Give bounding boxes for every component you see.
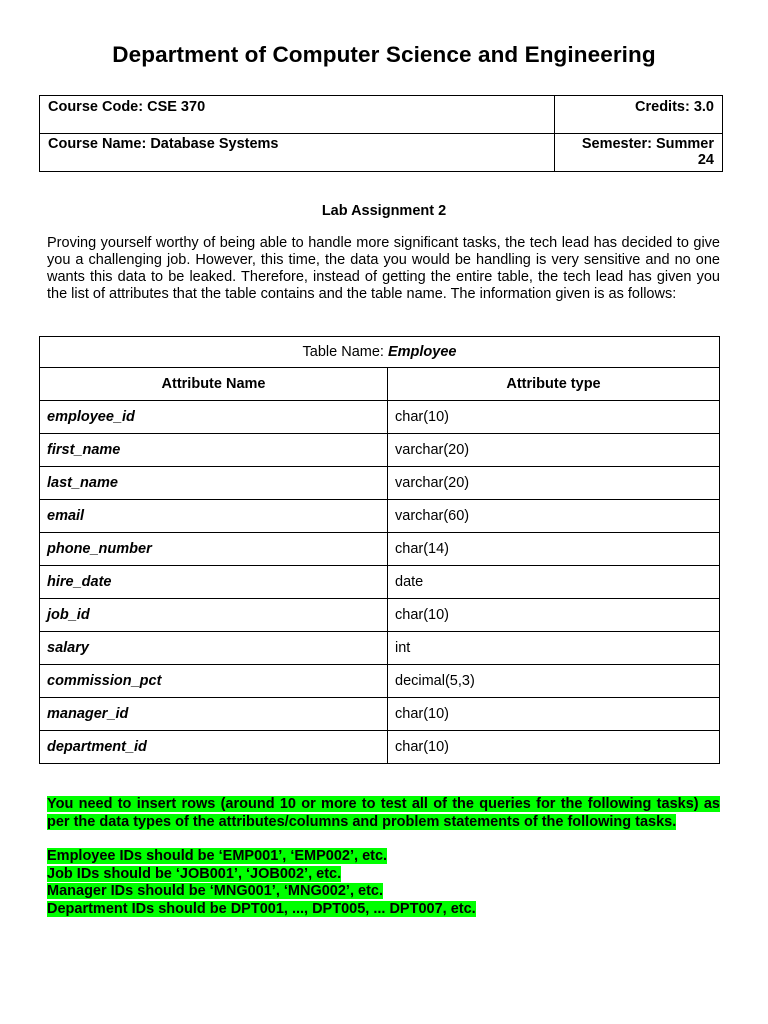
lab-title: Lab Assignment 2 (321, 203, 447, 219)
attribute-name: hire_date (40, 566, 388, 599)
attribute-name: department_id (40, 731, 388, 764)
course-code: Course Code: CSE 370 (40, 96, 555, 134)
table-name-cell (40, 337, 720, 368)
table-row (40, 731, 720, 764)
attribute-type: char(10) (388, 698, 720, 731)
attribute-name: salary (40, 632, 388, 665)
id-format-line (47, 866, 720, 884)
table-row (40, 533, 720, 566)
table-row (40, 632, 720, 665)
attribute-name: commission_pct (40, 665, 388, 698)
table-header-row (40, 368, 720, 401)
id-format-line (47, 848, 720, 866)
intro-paragraph: Proving yourself worthy of being able to handle more significant tasks, the tech lead has decided to give you a challenging job. However, this time, the data you would be handling is very sensitive and no one wants this data to be leaked. Therefore, instead of getting the entire table, the tech lead has given you the list of attributes that the table contains and the table name. The information given is as follows: (47, 235, 720, 302)
column-header-type: Attribute type (388, 368, 720, 401)
course-info-table (39, 95, 723, 172)
insert-instruction (47, 796, 720, 831)
id-format-text: Job IDs should be ‘JOB001’, ‘JOB002’, etc. (47, 865, 342, 882)
id-format-text: Employee IDs should be ‘EMP001’, ‘EMP002’, etc. (47, 848, 388, 864)
instructions-block (47, 796, 720, 918)
course-name: Course Name: Database Systems (40, 134, 555, 172)
attribute-name: employee_id (40, 401, 388, 434)
id-format-text: Manager IDs should be ‘MNG001’, ‘MNG002’, etc. (47, 883, 384, 899)
id-format-line (47, 901, 720, 919)
course-semester: Semester: Summer 24 (555, 134, 723, 172)
attribute-name: email (40, 500, 388, 533)
id-format-text: Department IDs should be DPT001, ..., DPT005, ... DPT007, etc. (47, 900, 476, 917)
attribute-name: last_name (40, 467, 388, 500)
attribute-type: int (388, 632, 720, 665)
attribute-name: job_id (40, 599, 388, 632)
attribute-type: varchar(20) (388, 434, 720, 467)
attribute-name: phone_number (40, 533, 388, 566)
table-row (40, 599, 720, 632)
attribute-type: char(10) (388, 401, 720, 434)
attribute-type: varchar(60) (388, 500, 720, 533)
page-title: Department of Computer Science and Engineering (112, 42, 656, 67)
course-info-row (40, 134, 723, 172)
attribute-type: decimal(5,3) (388, 665, 720, 698)
attribute-type: char(10) (388, 731, 720, 764)
column-header-attribute: Attribute Name (40, 368, 388, 401)
course-info-row (40, 96, 723, 134)
attribute-type: varchar(20) (388, 467, 720, 500)
employee-attribute-table (39, 336, 720, 764)
attribute-name: manager_id (40, 698, 388, 731)
table-row (40, 467, 720, 500)
insert-instruction-text: You need to insert rows (around 10 or more to test all of the queries for the following tasks) as per the data types of the attributes/columns and problem statements of the following tasks. (47, 796, 720, 830)
table-row (40, 500, 720, 533)
table-name-prefix: Table Name: (302, 344, 388, 360)
table-name: Employee (387, 344, 457, 360)
attribute-type: date (388, 566, 720, 599)
table-row (40, 698, 720, 731)
attribute-name: first_name (40, 434, 388, 467)
table-row (40, 401, 720, 434)
attribute-type: char(14) (388, 533, 720, 566)
table-row (40, 566, 720, 599)
table-row (40, 665, 720, 698)
id-format-line (47, 883, 720, 901)
table-row (40, 434, 720, 467)
id-format-list (47, 848, 720, 918)
table-name-row (40, 337, 720, 368)
course-credits: Credits: 3.0 (555, 96, 723, 134)
attribute-type: char(10) (388, 599, 720, 632)
